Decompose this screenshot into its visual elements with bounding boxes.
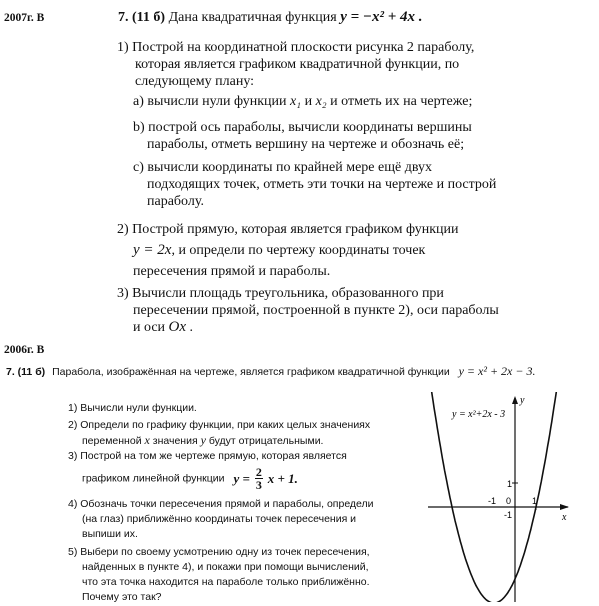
linear-func-rest: x + 1. xyxy=(267,471,298,486)
item-b-line: параболы, отметь вершину на чертеже и обозначь её; xyxy=(147,137,465,152)
year-2007: 2007г. В xyxy=(4,12,45,24)
item-3-line: пересечении прямой, построенной в пункте 2), оси параболы xyxy=(133,303,499,318)
task-2007-label: 7. (11 б) xyxy=(118,10,166,25)
tick-label-0: 0 xyxy=(506,496,512,506)
item-3-text: графиком линейной функции xyxy=(82,472,225,485)
item-4-line: выпиши их. xyxy=(82,528,138,540)
x-symbol: x xyxy=(144,433,150,447)
item-5-line: 5) Выбери по своему усмотрению одну из точек пересечения, xyxy=(68,546,370,558)
item-2-rest: , и определи по чертежу координаты точек xyxy=(171,243,426,258)
item-4-2006 xyxy=(68,497,374,542)
item-2-mid: значения xyxy=(152,435,198,447)
item-5-line: Почему это так? xyxy=(82,591,162,603)
year-2006: 2006г. В xyxy=(4,344,45,356)
item-2-2007 xyxy=(117,219,459,282)
tick-label-minus1-y: -1 xyxy=(504,510,513,520)
y-axis-label: y xyxy=(520,395,525,406)
graph-function-label: y = x²+2x - 3 xyxy=(452,409,506,420)
item-3-pre: и оси xyxy=(133,320,166,335)
axis-ox: Ox xyxy=(168,319,187,335)
task-2006-label: 7. (11 б) xyxy=(6,366,46,378)
task-2006-text: Парабола, изображённая на чертеже, является графиком квадратичной функции xyxy=(52,366,450,378)
fraction-denominator: 3 xyxy=(255,478,262,492)
x-axis-label: x xyxy=(562,512,567,523)
tick-label-1: 1 xyxy=(507,479,513,489)
item-1-line: следующему плану: xyxy=(135,74,255,89)
item-2-line: 2) Построй прямую, которая является графиком функции xyxy=(117,222,459,237)
item-2-2006 xyxy=(68,418,370,449)
item-5-2006 xyxy=(68,545,370,605)
item-c-line: c) вычисли координаты по крайней мере ещё двух xyxy=(133,160,432,175)
item-2-line: пересечения прямой и параболы. xyxy=(133,264,331,279)
item-4-line: 4) Обозначь точки пересечения прямой и параболы, определи xyxy=(68,498,374,510)
item-b-2007 xyxy=(133,119,472,153)
x-axis-arrow xyxy=(560,504,569,510)
tick-label-1-x: 1 xyxy=(532,496,538,506)
item-3-line: 3) Вычисли площадь треугольника, образованного при xyxy=(117,286,444,301)
x1-symbol: x₁ xyxy=(289,94,302,109)
item-2-line xyxy=(68,433,370,449)
item-c-line: подходящих точек, отметь эти точки на чертеже и построй xyxy=(147,177,497,192)
item-2-post: будут отрицательными. xyxy=(208,435,324,447)
fraction xyxy=(255,466,263,491)
x2-symbol: x₂ xyxy=(315,94,327,109)
item-3-post: . xyxy=(189,320,194,335)
item-1-line: которая является графиком квадратичной функции, по xyxy=(135,57,460,72)
item-1-line: 1) Построй на координатной плоскости рисунка 2 параболу, xyxy=(117,40,475,55)
item-3-2006-line1: 3) Построй на том же чертеже прямую, которая является xyxy=(68,450,347,462)
item-3-2007 xyxy=(117,285,499,336)
item-3-2006-line2 xyxy=(82,466,298,491)
y-axis-arrow xyxy=(512,396,518,404)
task-2007-text: Дана квадратичная функция xyxy=(168,10,337,25)
item-c-line: параболу. xyxy=(147,194,204,209)
item-b-line: b) построй ось параболы, вычисли координаты вершины xyxy=(133,120,472,135)
item-4-line: (на глаз) приближённо координаты точек пересечения и xyxy=(82,513,357,525)
parabola-graph xyxy=(428,392,574,602)
item-1-2007 xyxy=(117,39,474,90)
item-a-suffix: и отметь их на чертеже; xyxy=(330,94,473,109)
item-5-line: что эта точка находится на параболе только приближённо. xyxy=(82,576,370,588)
task-2006-function: y = x² + 2x − 3. xyxy=(458,364,536,378)
task-2006-heading xyxy=(6,364,535,379)
item-2-line xyxy=(117,240,459,261)
item-1-2006: 1) Вычисли нули функции. xyxy=(68,402,197,414)
item-2-pre: переменной xyxy=(82,435,142,447)
task-2007-function: y = −x² + 4x . xyxy=(340,9,423,25)
item-c-2007 xyxy=(133,159,496,210)
item-a-2007 xyxy=(133,94,472,110)
linear-func-y: y = xyxy=(233,471,250,486)
tick-label-minus1-x: -1 xyxy=(488,496,497,506)
y-symbol: y xyxy=(200,433,206,447)
item-a-and: и xyxy=(304,94,313,109)
fraction-numerator: 2 xyxy=(255,465,262,479)
item-2-line: 2) Определи по графику функции, при каких целых значениях xyxy=(68,419,371,431)
task-2007-heading xyxy=(118,9,423,26)
item-a-prefix: a) вычисли нули функции xyxy=(133,94,287,109)
item-5-line: найденных в пункте 4), и покажи при помощи вычислений, xyxy=(82,561,369,573)
item-3-line xyxy=(117,319,499,336)
line-function: y = 2x xyxy=(133,242,172,258)
